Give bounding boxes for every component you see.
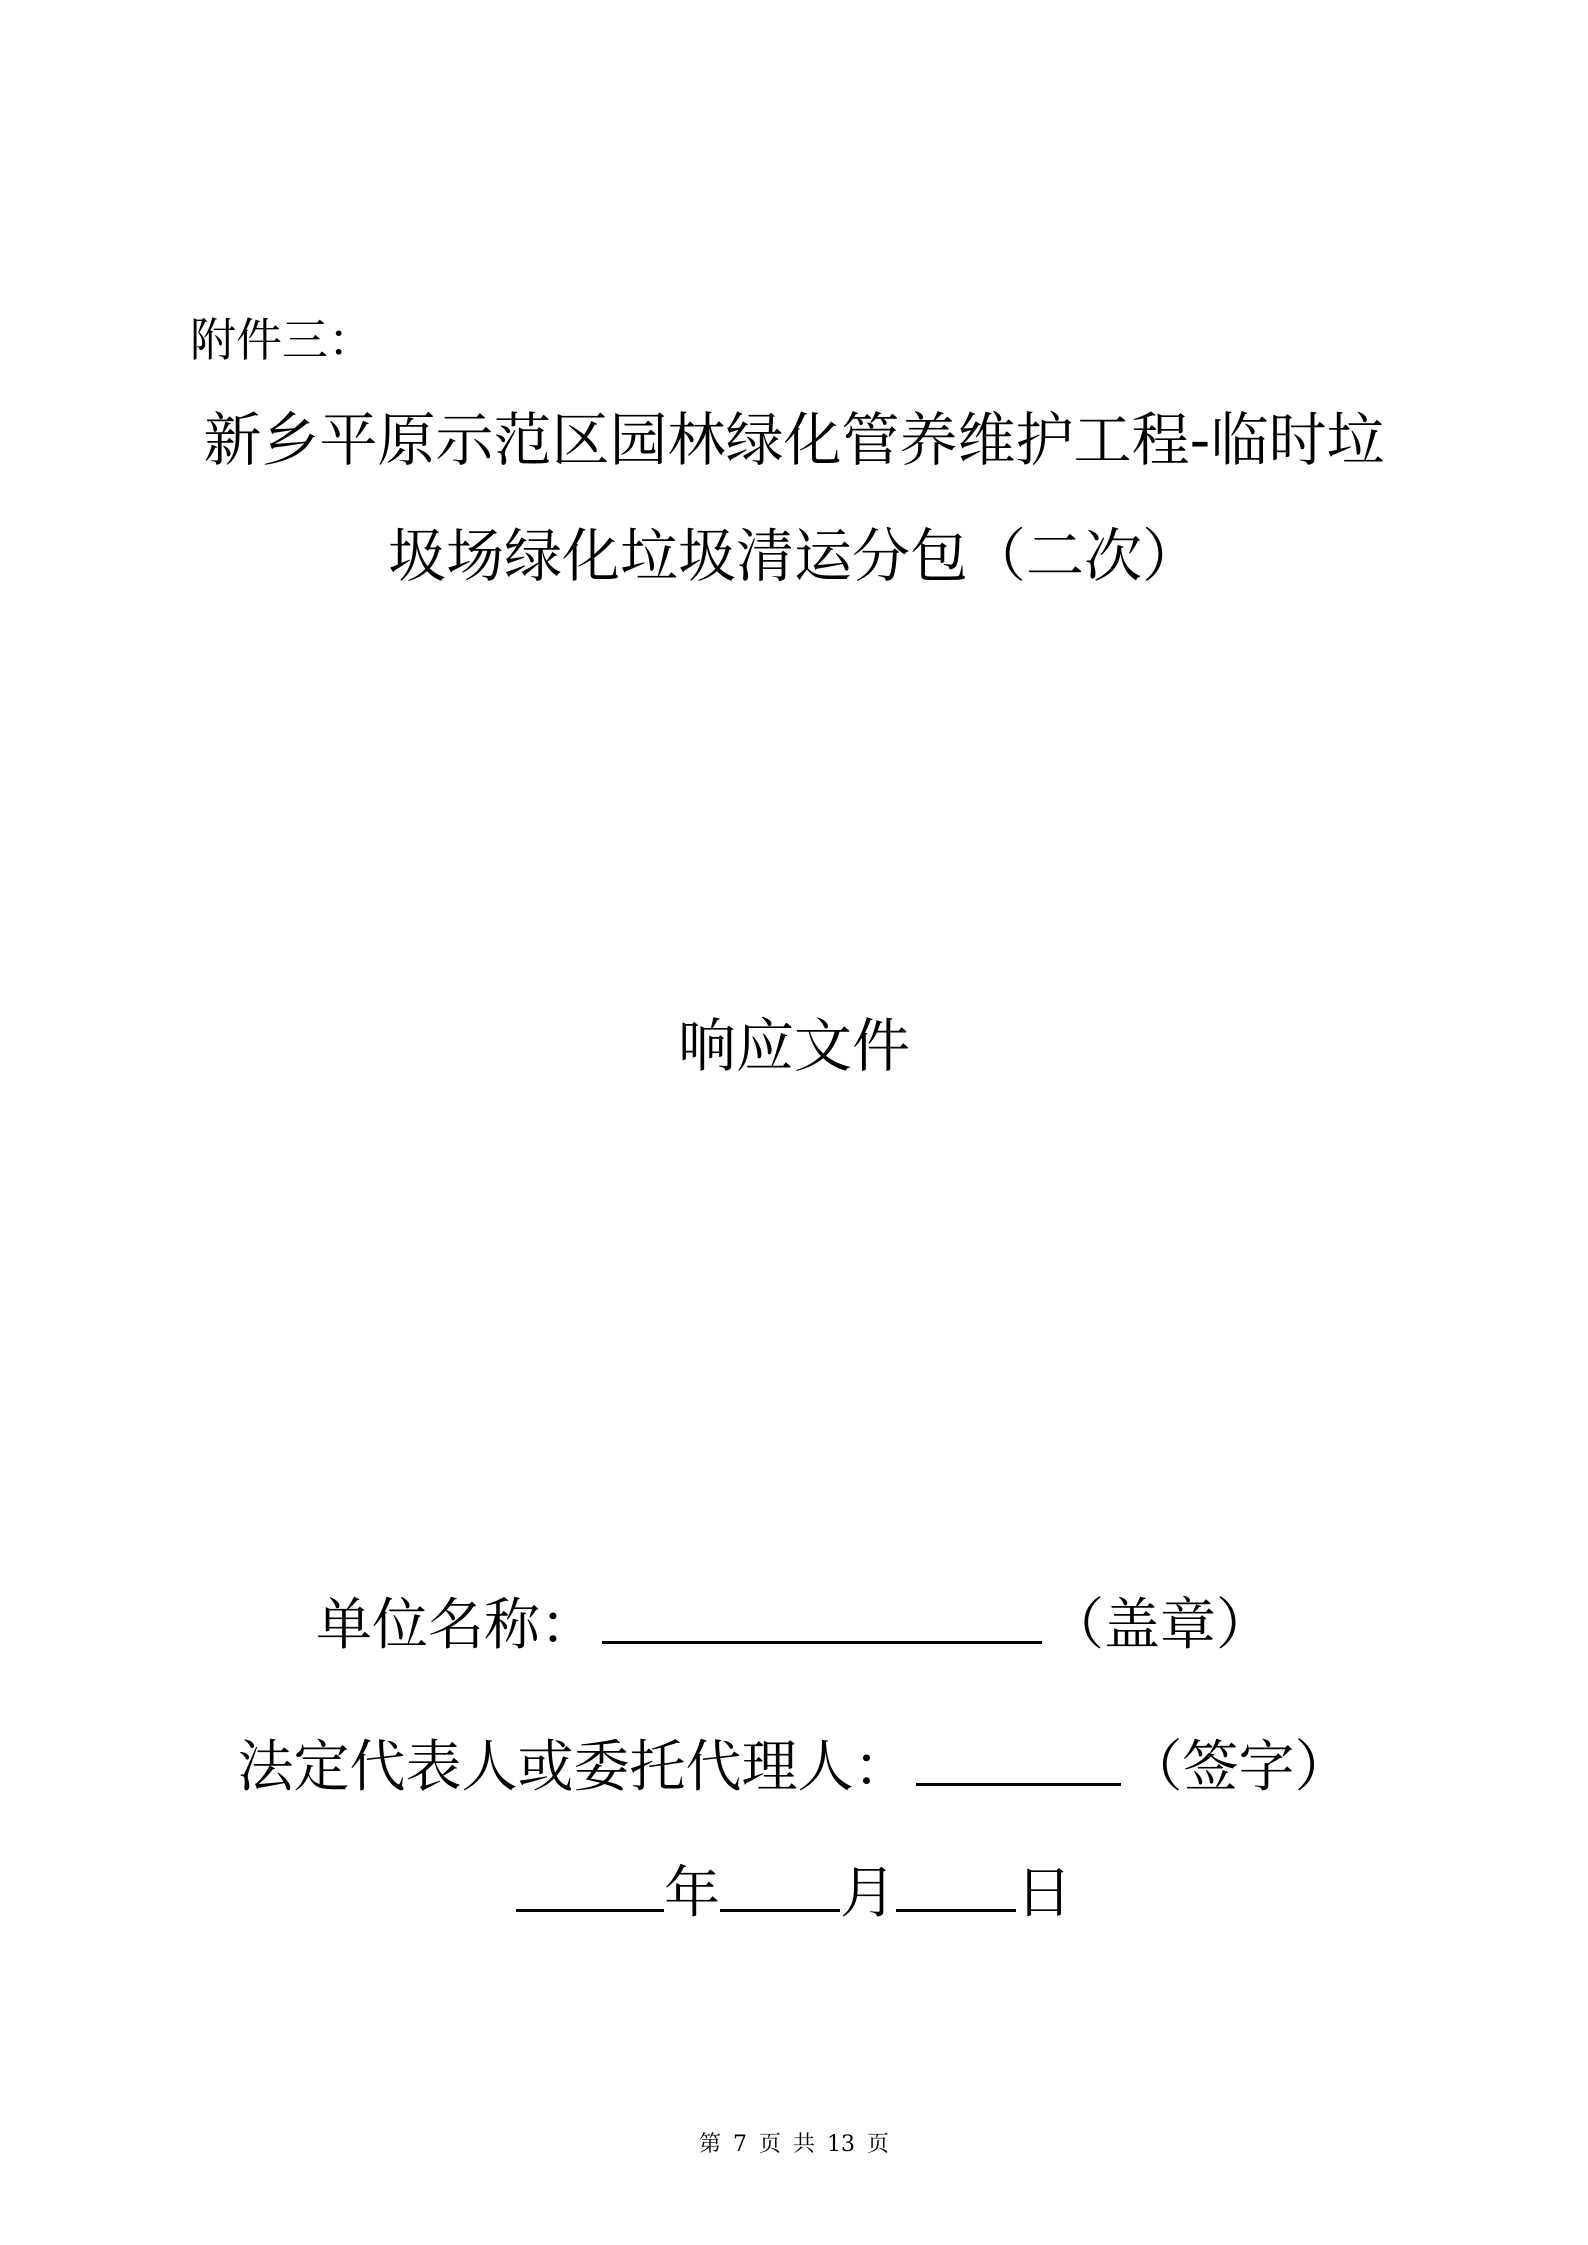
footer-page-prefix: 第 bbox=[698, 2132, 721, 2157]
footer-page-word: 页 bbox=[758, 2132, 781, 2157]
title-line-2: 圾场绿化垃圾清运分包（二次） bbox=[387, 522, 1200, 590]
footer-total-word: 页 bbox=[867, 2132, 890, 2157]
document-heading: 响应文件 bbox=[677, 1012, 910, 1080]
month-label: 月 bbox=[840, 1861, 896, 1926]
title-line-1: 新乡平原示范区园林绿化管养维护工程-临时垃 bbox=[203, 406, 1385, 474]
footer-total-prefix: 共 bbox=[793, 2132, 816, 2157]
representative-row bbox=[0, 1732, 1588, 1804]
seal-note: （盖章） bbox=[1048, 1593, 1272, 1658]
footer-page-number: 7 bbox=[732, 2132, 747, 2157]
unit-name-label: 单位名称： bbox=[316, 1593, 596, 1658]
year-blank[interactable] bbox=[516, 1859, 664, 1912]
date-row bbox=[0, 1858, 1588, 1930]
month-blank[interactable] bbox=[720, 1859, 840, 1912]
year-label: 年 bbox=[664, 1861, 720, 1926]
unit-name-blank[interactable] bbox=[602, 1591, 1042, 1644]
page-footer bbox=[0, 2130, 1588, 2160]
day-blank[interactable] bbox=[896, 1859, 1016, 1912]
unit-name-row bbox=[0, 1590, 1588, 1662]
representative-label: 法定代表人或委托代理人： bbox=[237, 1735, 910, 1800]
day-label: 日 bbox=[1016, 1861, 1072, 1926]
attachment-label: 附件三： bbox=[190, 313, 374, 367]
footer-total-pages: 13 bbox=[827, 2132, 856, 2157]
representative-blank[interactable] bbox=[916, 1733, 1121, 1786]
signature-note: （签字） bbox=[1126, 1735, 1351, 1800]
